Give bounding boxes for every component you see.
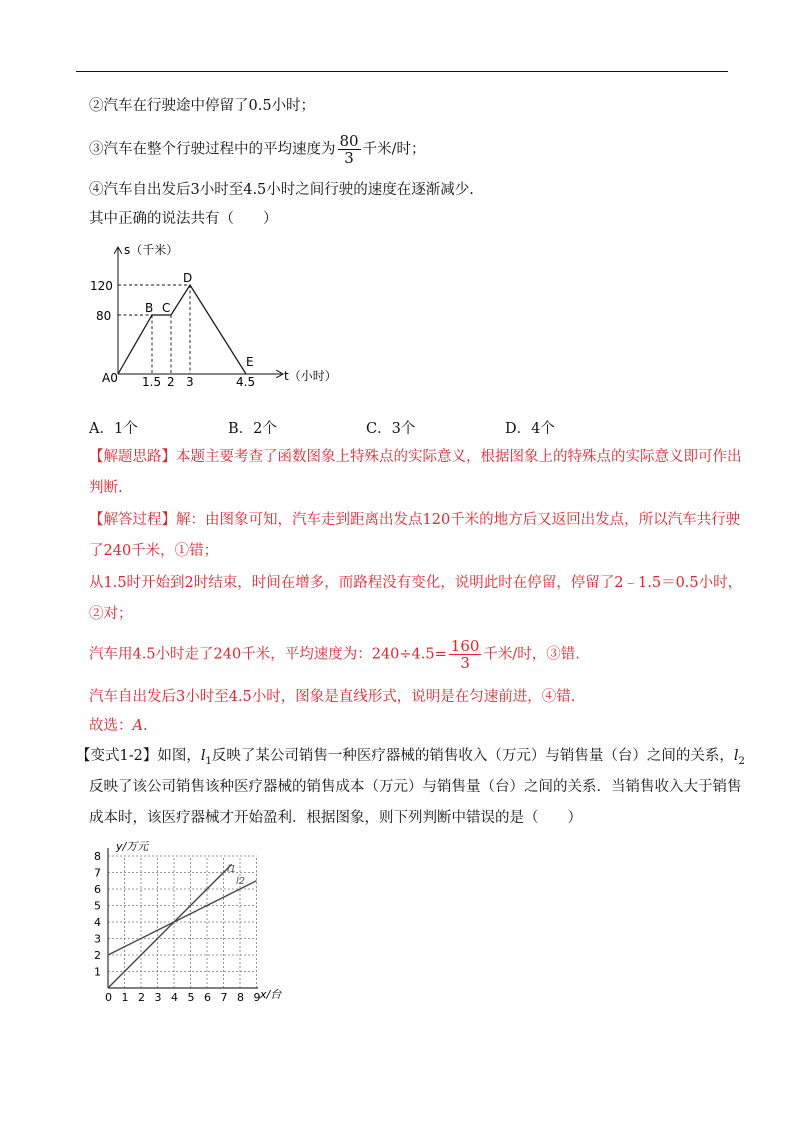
y-tick-1: 1 xyxy=(94,965,101,979)
x-tick-3: 3 xyxy=(186,375,194,389)
l2-symbol: l xyxy=(733,748,739,764)
point-label-C: C xyxy=(162,301,171,315)
y-tick-2: 2 xyxy=(94,949,101,962)
variant-line3: 成本时，该医疗器械才开始盈利．根据图象，则下列判断中错误的是（ ） xyxy=(89,810,582,826)
y-tick-3: 3 xyxy=(94,932,101,946)
option-b[interactable]: B．2个 xyxy=(228,421,277,437)
y-tick-80: 80 xyxy=(96,309,112,323)
y-tick-4: 4 xyxy=(94,916,101,929)
x-tick-9: 9 xyxy=(253,991,261,1004)
revenue-cost-graph xyxy=(86,838,306,1006)
solution-line5 xyxy=(89,638,580,671)
point-label-D: D xyxy=(183,271,193,285)
x-tick-3: 3 xyxy=(154,991,162,1004)
statement-3-unit: 千米/时； xyxy=(362,141,426,158)
x-tick-4: 4 xyxy=(171,991,178,1004)
option-c[interactable]: C．3个 xyxy=(366,421,416,437)
solution-line6: 汽车自出发后3小时至4.5小时，图象是直线形式，说明是在匀速前进，④错. xyxy=(89,689,576,705)
y-tick-5: 5 xyxy=(94,899,101,913)
header-rule xyxy=(76,71,728,72)
fraction-denominator: 3 xyxy=(460,654,470,672)
x-tick-2: 2 xyxy=(138,991,145,1004)
origin-label: A0 xyxy=(102,371,118,385)
x-tick-1.5: 1.5 xyxy=(142,375,162,389)
point-label-B: B xyxy=(145,301,154,315)
variant-line1 xyxy=(76,746,745,772)
point-label-E: E xyxy=(246,355,254,369)
y-tick-6: 6 xyxy=(94,883,101,896)
variant-line1-text: 反映了某公司销售一种医疗器械的销售收入（万元）与销售量（台）之间的关系， xyxy=(211,748,734,764)
statement-2: ②汽车在行驶途中停留了0.5小时； xyxy=(89,98,316,114)
grid-lines xyxy=(108,856,257,988)
solution-process-line2: 了240千米，①错； xyxy=(89,543,219,559)
line-l2 xyxy=(108,881,257,955)
answer-letter: A xyxy=(132,718,143,734)
l1-subscript: 1 xyxy=(205,755,212,767)
option-a[interactable]: A．1个 xyxy=(89,421,138,437)
fraction-denominator: 3 xyxy=(344,149,354,167)
distance-polyline xyxy=(118,285,246,374)
statement-3 xyxy=(89,133,425,166)
solution-idea-line2: 判断. xyxy=(89,480,123,496)
x-tick-5: 5 xyxy=(187,991,195,1004)
solution-line5-unit: 千米/时，③错. xyxy=(483,646,580,663)
fraction-80-3 xyxy=(338,133,361,166)
question-line: 其中正确的说法共有（ ） xyxy=(89,211,278,227)
option-d[interactable]: D．4个 xyxy=(505,421,555,437)
y-tick-7: 7 xyxy=(94,866,101,880)
fraction-numerator: 160 xyxy=(450,637,480,655)
solution-process-line1: 【解答过程】解：由图象可知，汽车走到距离出发点120千米的地方后又返回出发点，所以汽车共行驶 xyxy=(89,512,741,528)
x-tick-0: 0 xyxy=(105,991,112,1004)
distance-time-graph xyxy=(86,240,346,390)
solution-line5-text: 汽车用4.5小时走了240千米，平均速度为：240÷4.5= xyxy=(89,646,447,663)
line-label-l2: l2 xyxy=(236,876,246,887)
x-tick-1: 1 xyxy=(121,991,129,1004)
solution-line4: ②对； xyxy=(89,606,133,622)
fraction-numerator: 80 xyxy=(339,132,359,150)
line-l1 xyxy=(108,864,232,988)
l2-subscript: 2 xyxy=(738,755,745,767)
statement-3-text: ③汽车在整个行驶过程中的平均速度为 xyxy=(89,141,336,158)
x-tick-2: 2 xyxy=(167,375,175,389)
y-tick-120: 120 xyxy=(90,279,113,293)
fraction-160-3 xyxy=(449,638,482,671)
solution-idea-line1: 【解题思路】本题主要考查了函数图象上特殊点的实际意义，根据图象上的特殊点的实际意义即可作出 xyxy=(89,449,742,465)
x-tick-6: 6 xyxy=(204,991,211,1004)
y-axis-label: s（千米） xyxy=(124,243,179,257)
x-axis-label: x/台 xyxy=(260,988,282,1001)
variant-tag: 【变式1-2】如图， xyxy=(76,748,201,764)
x-axis-label: t（小时） xyxy=(284,369,337,383)
x-tick-4.5: 4.5 xyxy=(236,375,256,389)
statement-4: ④汽车自出发后3小时至4.5小时之间行驶的速度在逐渐减少. xyxy=(89,182,474,198)
answer-prefix: 故选： xyxy=(89,718,133,734)
variant-line2: 反映了该公司销售该种医疗器械的销售成本（万元）与销售量（台）之间的关系．当销售收入大于销售 xyxy=(89,779,742,795)
y-axis-label: y/万元 xyxy=(116,840,149,853)
line-label-l1: l1 xyxy=(227,864,237,875)
solution-line3: 从1.5时开始到2时结束，时间在增多，而路程没有变化，说明此时在停留，停留了2﹣1.5＝0.5小时， xyxy=(89,575,743,591)
answer-period: . xyxy=(142,718,148,734)
l1-symbol: l xyxy=(200,748,206,764)
y-tick-8: 8 xyxy=(94,850,101,863)
solution-answer xyxy=(89,716,148,736)
x-tick-7: 7 xyxy=(220,991,228,1004)
x-tick-8: 8 xyxy=(237,991,244,1004)
